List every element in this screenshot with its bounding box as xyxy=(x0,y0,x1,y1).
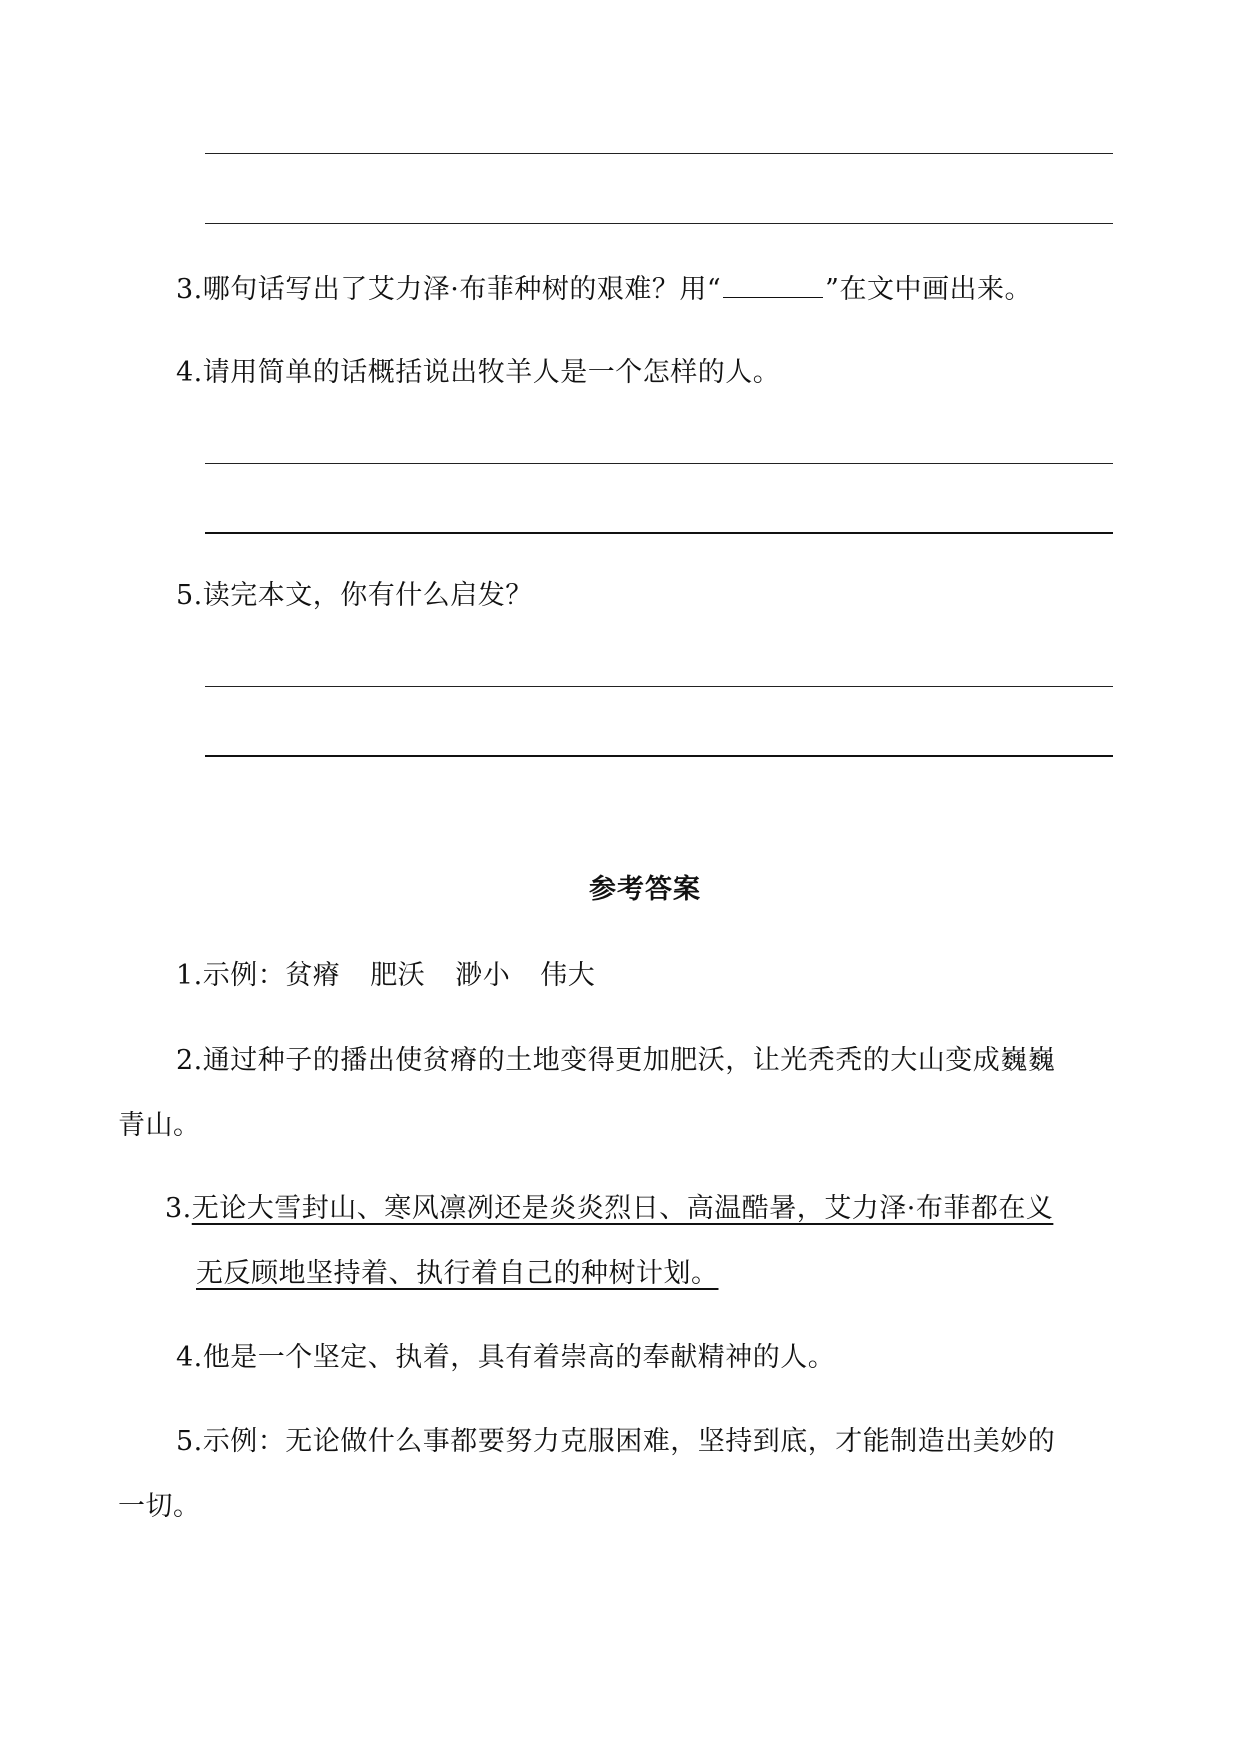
answer-text-underlined: 无论大雪封山、寒风凛冽还是炎炎烈日、高温酷暑，艾力泽·布菲都在义 xyxy=(191,1193,1054,1224)
answer-word: 肥沃 xyxy=(370,960,426,991)
answer-number: 2. xyxy=(176,1045,203,1076)
answers-title: 参考答案 xyxy=(589,874,701,905)
answer-3-line-2 xyxy=(196,1257,719,1291)
answer-line[interactable] xyxy=(205,153,1113,154)
answer-word: 伟大 xyxy=(540,960,596,991)
answer-2-line-2: 青山。 xyxy=(118,1110,201,1141)
answer-number: 1. xyxy=(176,960,203,991)
answer-2-line-1 xyxy=(176,1044,1055,1078)
answer-word: 贫瘠 xyxy=(285,960,341,991)
answer-line[interactable] xyxy=(205,463,1113,464)
answer-text: 示例：无论做什么事都要努力克服困难，坚持到底，才能制造出美妙的 xyxy=(202,1426,1056,1457)
question-text: 读完本文，你有什么启发？ xyxy=(202,580,533,611)
question-number: 4. xyxy=(176,357,203,388)
question-text: 请用简单的话概括说出牧羊人是一个怎样的人。 xyxy=(202,357,781,388)
answer-3-line-1 xyxy=(165,1192,1053,1226)
answer-number: 3. xyxy=(165,1193,192,1224)
answer-line[interactable] xyxy=(205,686,1113,687)
answer-line[interactable] xyxy=(205,532,1113,534)
question-text: ”在文中画出来。 xyxy=(825,274,1032,305)
answer-4 xyxy=(176,1341,835,1375)
question-3 xyxy=(176,273,1032,307)
question-number: 3. xyxy=(176,274,203,305)
answer-line[interactable] xyxy=(205,223,1113,224)
answer-number: 5. xyxy=(176,1426,203,1457)
question-text: 哪句话写出了艾力泽·布菲种树的艰难？用“ xyxy=(202,274,722,305)
underline-blank xyxy=(723,275,823,298)
question-5 xyxy=(176,579,533,613)
answer-word: 渺小 xyxy=(455,960,511,991)
answer-label: 示例： xyxy=(202,960,286,991)
answer-text-underlined: 无反顾地坚持着、执行着自己的种树计划。 xyxy=(196,1258,719,1289)
question-4 xyxy=(176,356,780,390)
answer-text: 通过种子的播出使贫瘠的土地变得更加肥沃，让光秃秃的大山变成巍巍 xyxy=(202,1045,1056,1076)
answer-5-line-1 xyxy=(176,1425,1055,1459)
answer-number: 4. xyxy=(176,1342,203,1373)
answer-1 xyxy=(176,959,595,993)
answer-5-line-2: 一切。 xyxy=(118,1491,201,1522)
question-number: 5. xyxy=(176,580,203,611)
answer-line[interactable] xyxy=(205,755,1113,757)
answer-text: 他是一个坚定、执着，具有着崇高的奉献精神的人。 xyxy=(202,1342,836,1373)
